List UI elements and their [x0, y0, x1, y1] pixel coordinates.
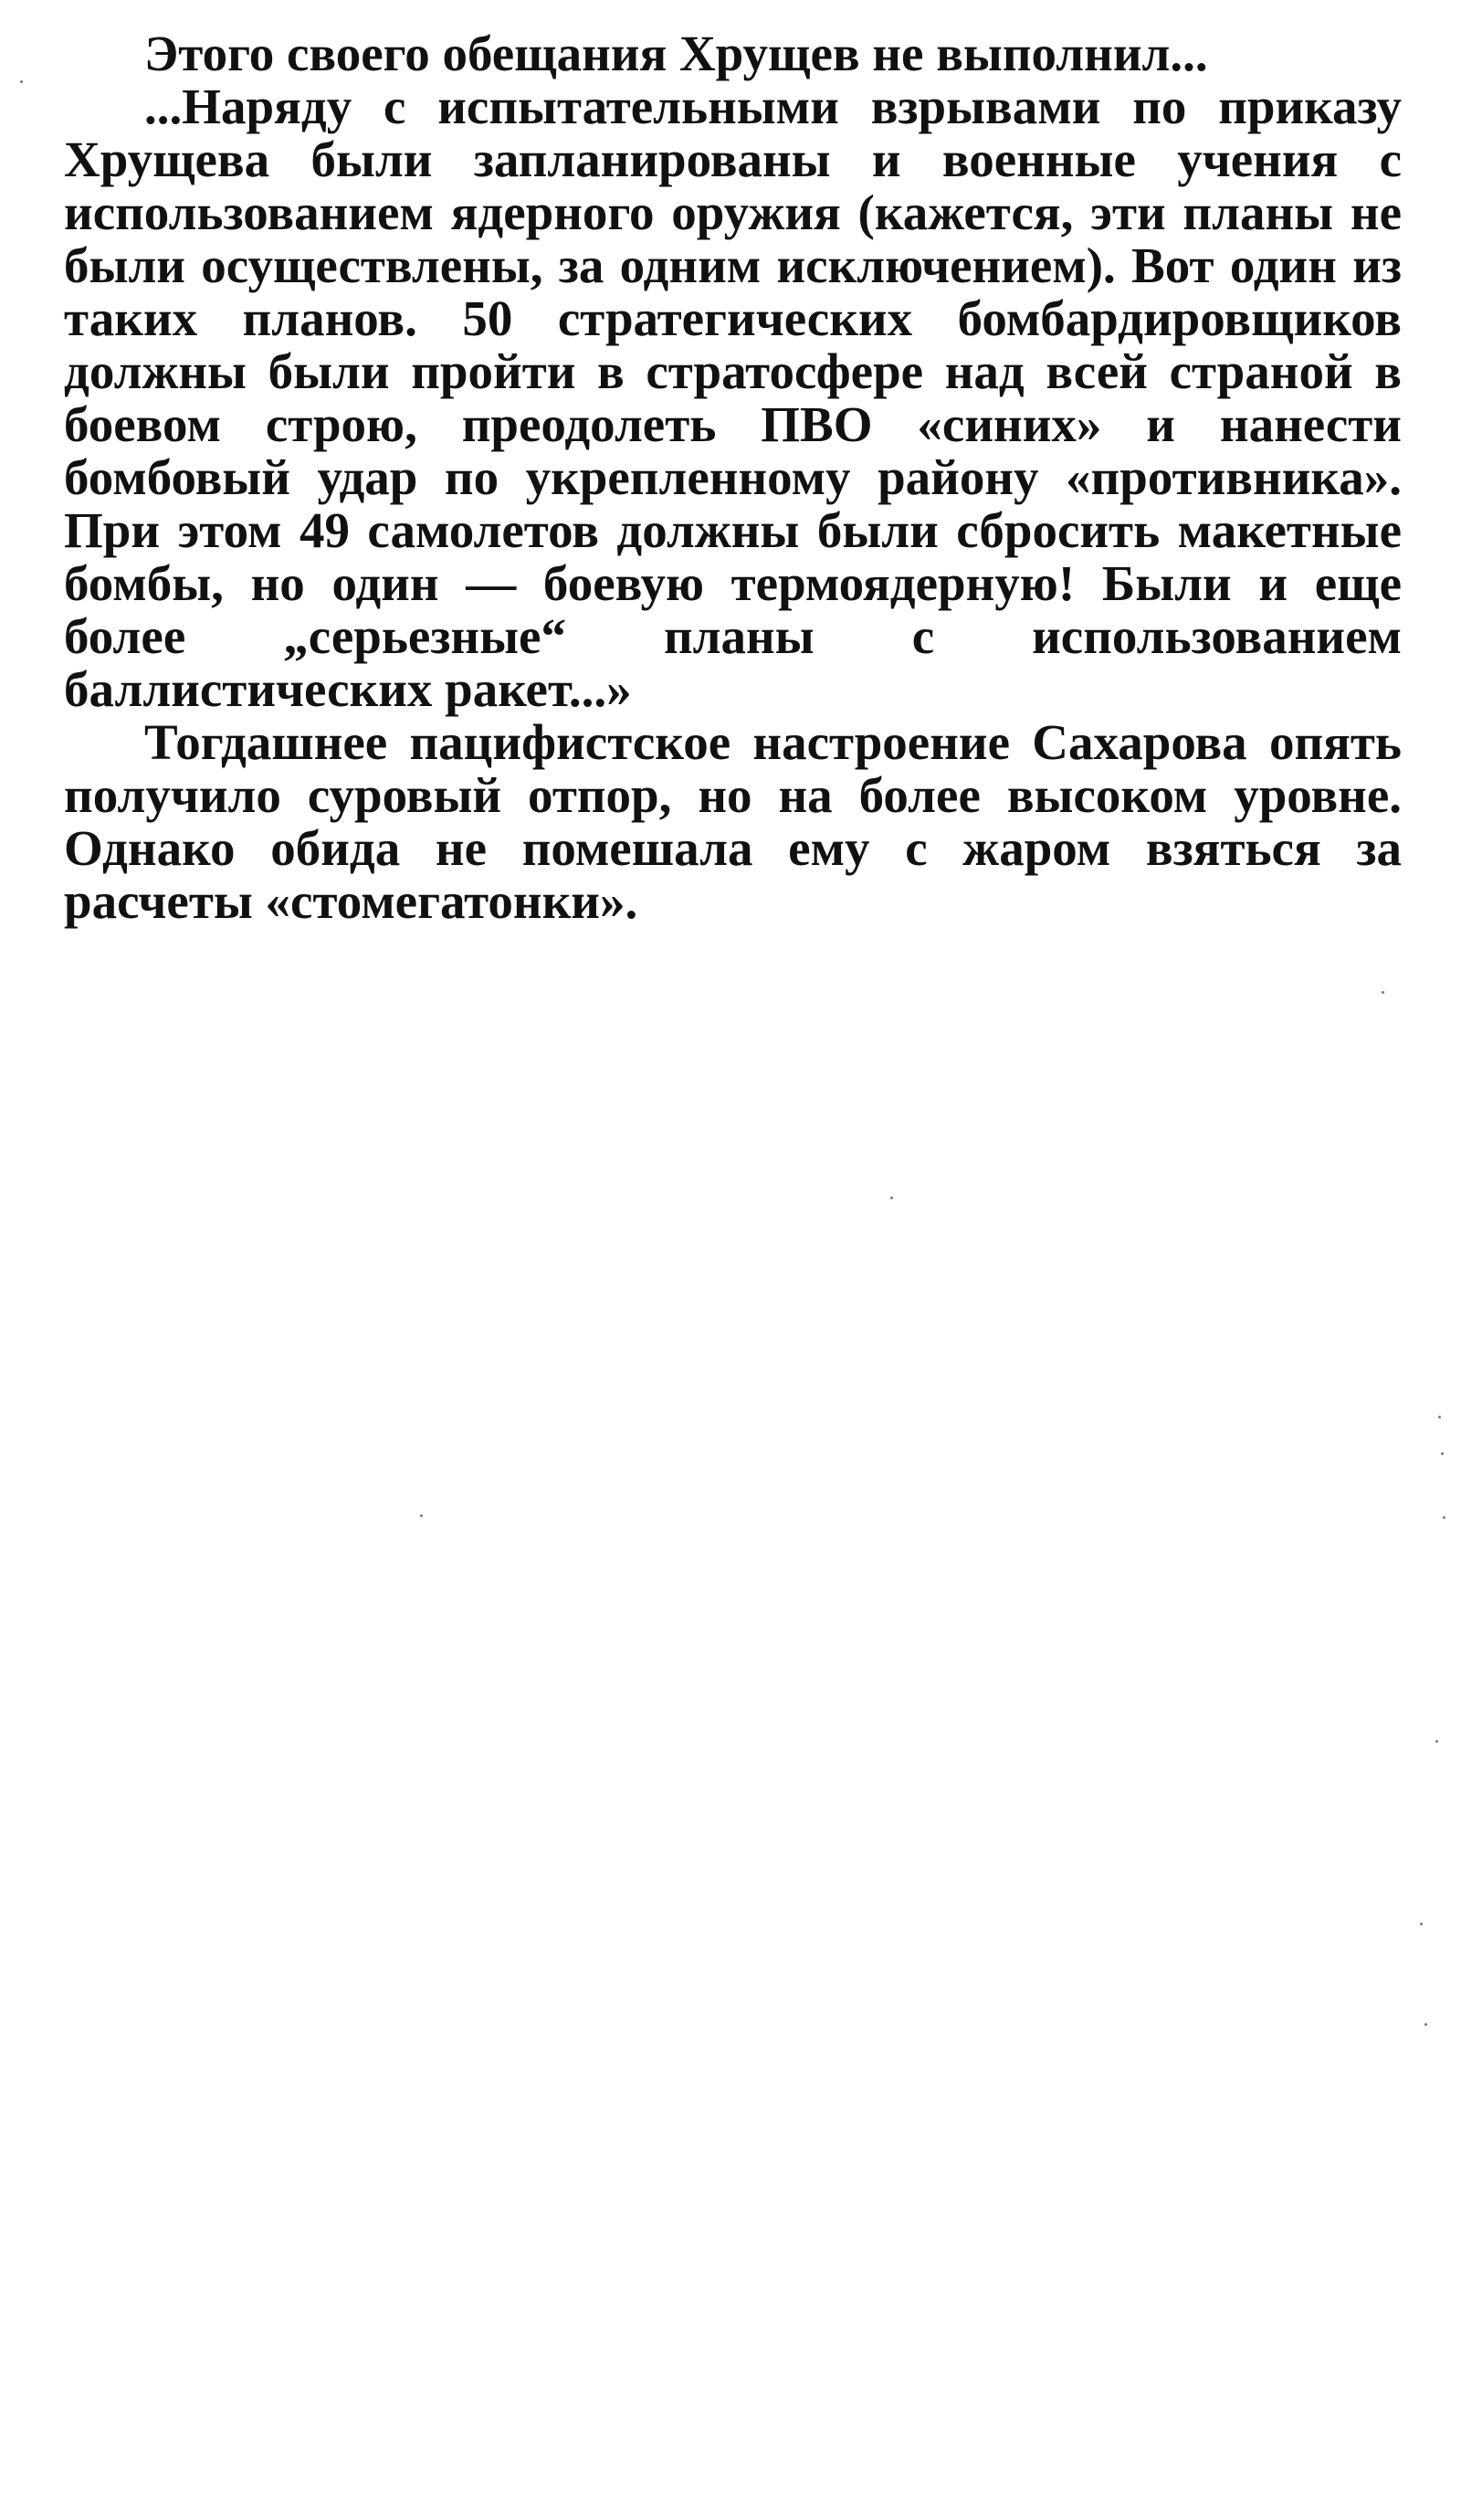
document-page [64, 27, 1402, 928]
scan-speck [20, 80, 23, 83]
scan-speck [1424, 2023, 1427, 2026]
scan-speck [1438, 1416, 1441, 1418]
scan-speck [890, 1197, 893, 1199]
paragraph-2: ...Наряду с испытательными взрывами по приказу Хрущева были запланированы и военные учения с использованием ядерного оружия (кажется, эти планы не были осуществлены, за одним исключением). Вот один из таких планов. 50 стратегических бомбардировщиков должны были пройти в стратосфере над всей страной в боевом строю, преодолеть ПВО «синих» и нанести бомбовый удар по укрепленному району «противника». При этом 49 самолетов должны были сбросить макетные бомбы, но один — боевую термоядерную! Были и еще более „серьезные“ планы с использованием баллистических ракет...» [64, 79, 1402, 717]
scan-speck [1441, 1452, 1444, 1455]
paragraph-1: Этого своего обещания Хрущев не выполнил... [144, 26, 1208, 81]
scan-speck [1382, 991, 1384, 994]
scan-speck [1435, 1740, 1438, 1743]
scan-speck [1420, 1923, 1423, 1925]
paragraph-3: Тогдашнее пацифистское настроение Сахарова опять получило суровый отпор, но на более высоком уровне. Однако обида не помешала ему с жаром взяться за расчеты «стомегатонки». [64, 714, 1402, 929]
scan-speck [420, 1514, 423, 1517]
scan-speck [1443, 1516, 1445, 1519]
